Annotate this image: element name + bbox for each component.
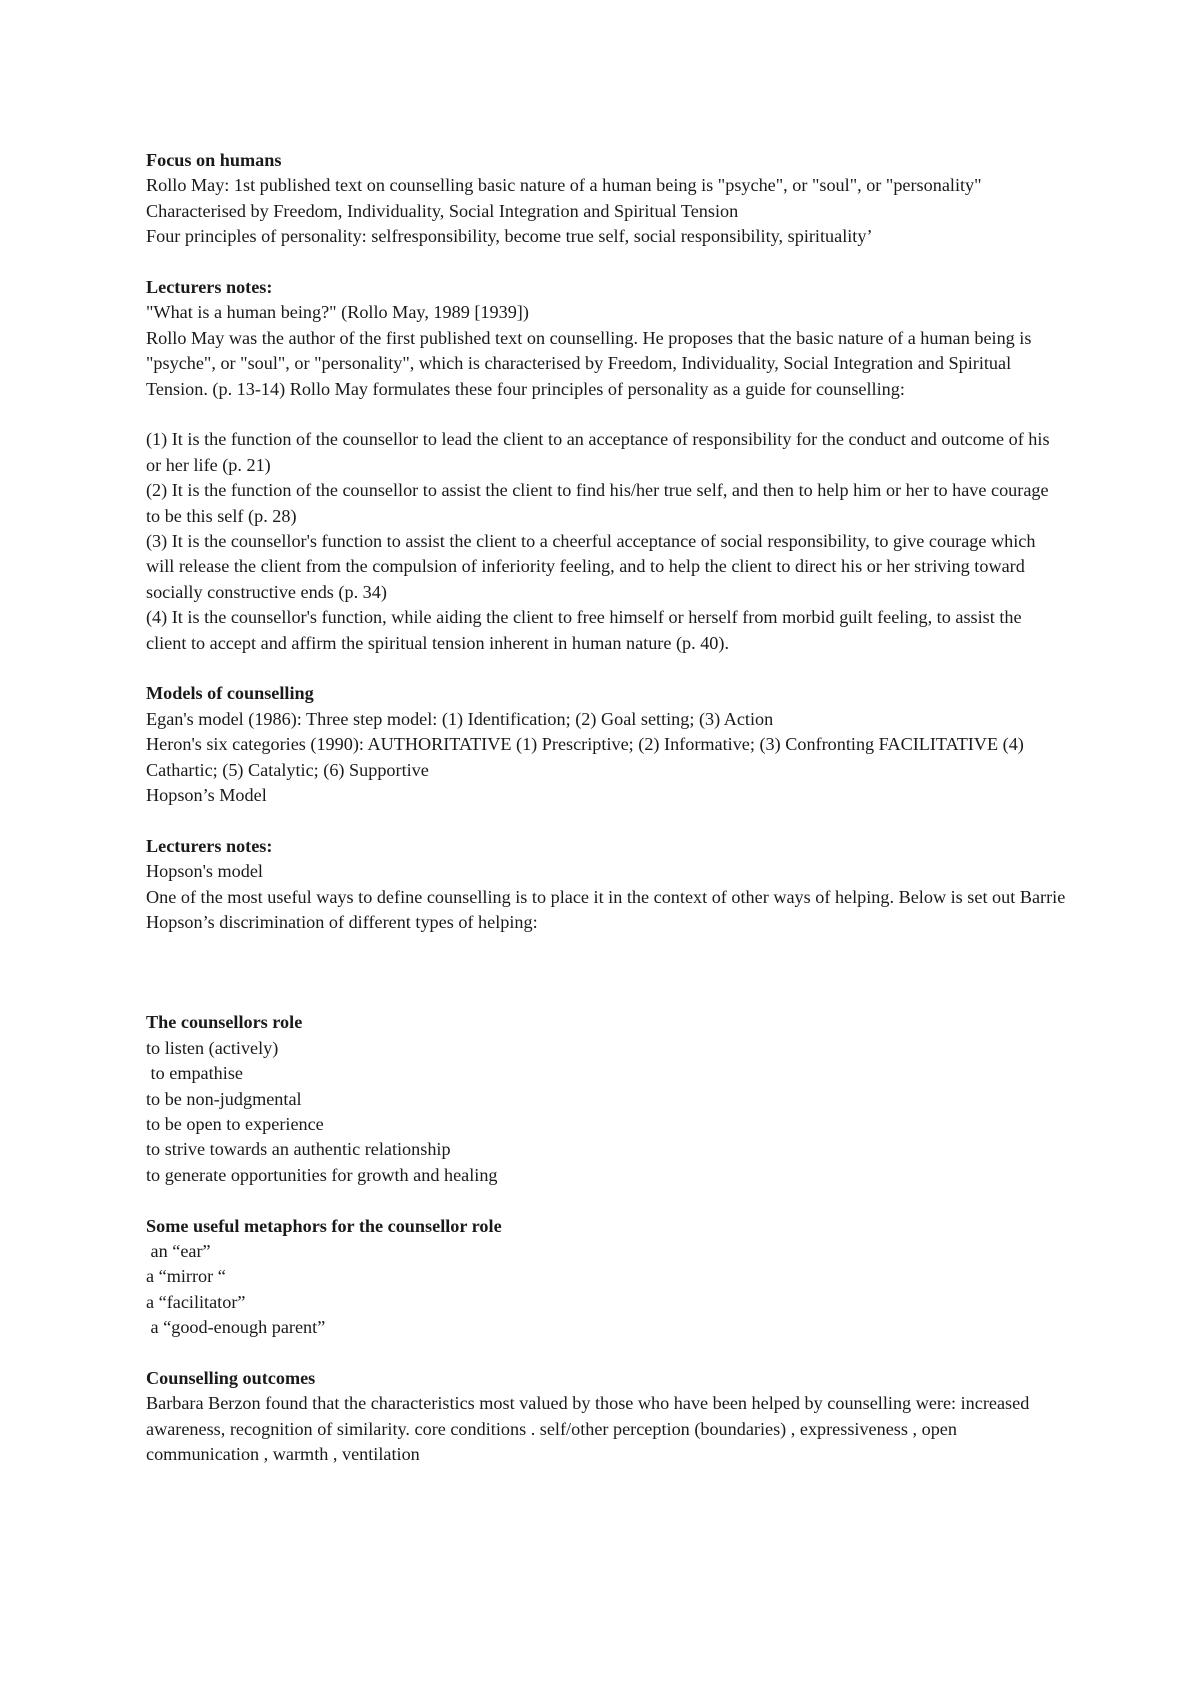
spacer (146, 250, 1066, 275)
focus-line-2: Characterised by Freedom, Individuality, Social Integration and Spiritual Tension (146, 200, 739, 221)
metaphors-heading: Some useful metaphors for the counsellor role (146, 1215, 502, 1236)
spacer (146, 1341, 1066, 1366)
heron-model: Heron's six categories (1990): AUTHORITATIVE (1) Prescriptive; (2) Informative; (3) Confronting FACILITATIVE (4) Cathartic; (5) Catalytic; (6) Supportive (146, 734, 1024, 780)
role-item: to generate opportunities for growth and healing (146, 1164, 498, 1185)
hopson-paragraph: One of the most useful ways to define counselling is to place it in the context of other ways of helping. Below is set out Barrie Hopson’s discrimination of different types of helping: (146, 886, 1066, 933)
focus-line-3: Four principles of personality: selfresponsibility, become true self, social responsibility, spirituality’ (146, 226, 873, 247)
models-heading: Models of counselling (146, 683, 314, 704)
role-item: to be non-judgmental (146, 1088, 302, 1109)
outcomes-paragraph: Barbara Berzon found that the characteristics most valued by those who have been helped by counselling were: increased awareness, recognition of similarity. core conditions . self/other perception (boundaries) , expressiveness , open communication , warmth , ventilation (146, 1393, 1030, 1465)
role-item: to listen (actively) (146, 1037, 279, 1058)
role-item: to strive towards an authentic relationship (146, 1139, 451, 1160)
principle-1: (1) It is the function of the counsellor to lead the client to an acceptance of responsibility for the conduct and outcome of his or her life (p. 21) (146, 429, 1050, 475)
lecturer-notes-heading-2: Lecturers notes: (146, 835, 273, 856)
lecturer-notes-quote: "What is a human being?" (Rollo May, 1989 [1939]) (146, 302, 529, 323)
principle-2: (2) It is the function of the counsellor to assist the client to find his/her true self, and then to help him or her to have courage to be this self (p. 28) (146, 480, 1049, 526)
focus-heading: Focus on humans (146, 150, 282, 170)
principle-3: (3) It is the counsellor's function to assist the client to a cheerful acceptance of social responsibility, to give courage which will release the client from the compulsion of inferiority feeling, and to help the client to direct his or her striving toward socially constructive ends (p. 34) (146, 531, 1036, 602)
metaphor-item: a “facilitator” (146, 1291, 246, 1312)
spacer (146, 656, 1066, 681)
spacer (146, 986, 1066, 1010)
metaphor-item: a “mirror “ (146, 1266, 226, 1287)
lecturer-notes-paragraph: Rollo May was the author of the first published text on counselling. He proposes that the basic nature of a human being is "psyche", or "soul", or "personality", which is characterised by Freedom, Individuality, Social Integration and Spiritual Tension. (p. 13-14) Rollo May formulates these four principles of personality as a guide for counselling: (146, 327, 1032, 399)
spacer (146, 936, 1066, 987)
metaphor-item: a “good-enough parent” (146, 1317, 326, 1338)
role-item: to empathise (146, 1063, 243, 1084)
focus-line-1: Rollo May: 1st published text on counselling basic nature of a human being is "psyche", or "soul", or "personality" (146, 175, 982, 196)
metaphor-item: an “ear” (146, 1240, 211, 1261)
hopson-title: Hopson's model (146, 861, 263, 882)
lecturer-notes-heading-1: Lecturers notes: (146, 277, 273, 298)
outcomes-heading: Counselling outcomes (146, 1367, 316, 1388)
document-body (146, 148, 1066, 1468)
principle-4: (4) It is the counsellor's function, while aiding the client to free himself or herself from morbid guilt feeling, to assist the client to accept and affirm the spiritual tension inherent in human nature (p. 40). (146, 607, 1022, 653)
spacer (146, 1188, 1066, 1213)
role-heading: The counsellors role (146, 1012, 303, 1033)
spacer (146, 402, 1066, 427)
spacer (146, 809, 1066, 834)
role-item: to be open to experience (146, 1113, 324, 1134)
egan-model: Egan's model (1986): Three step model: (1) Identification; (2) Goal setting; (3) Action (146, 708, 774, 729)
hopson-model: Hopson’s Model (146, 785, 267, 806)
